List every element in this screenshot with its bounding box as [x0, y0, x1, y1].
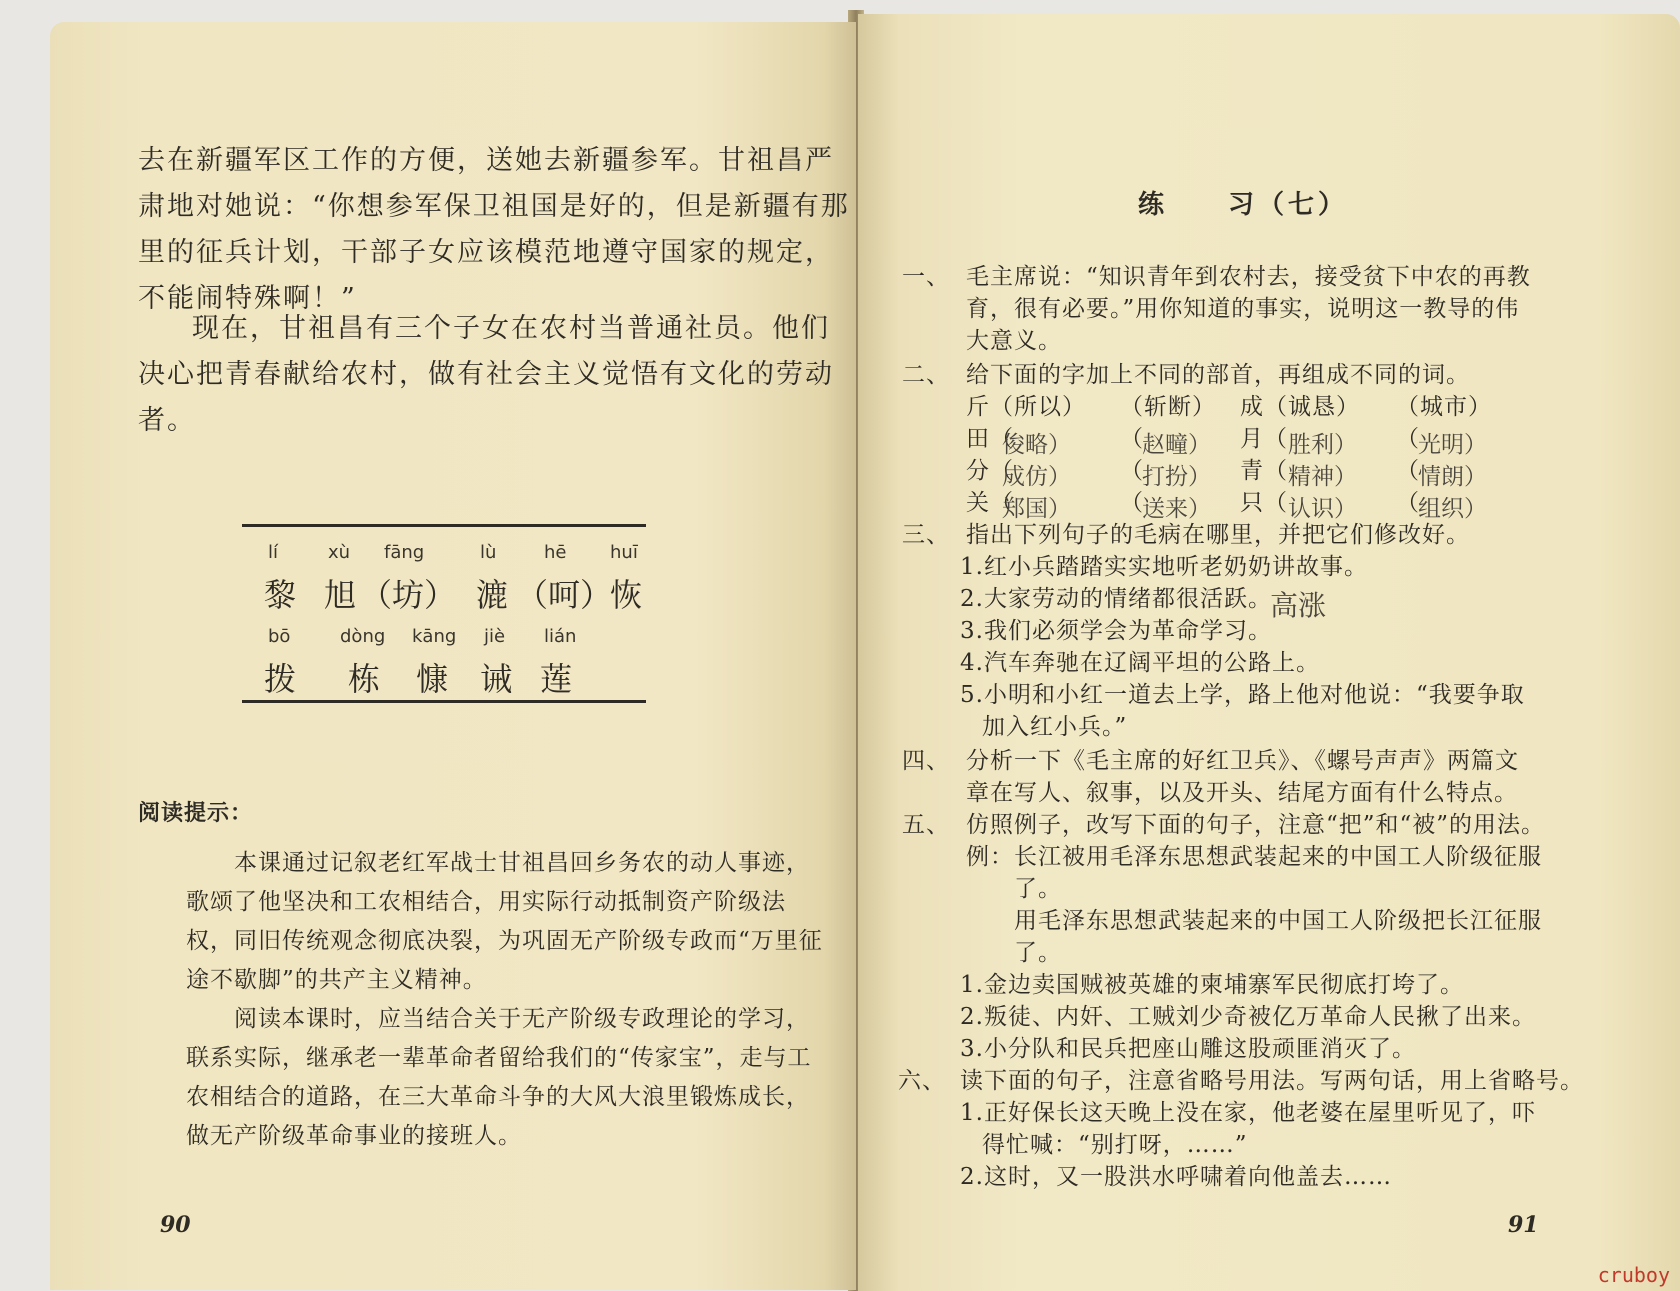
- q2-cell: 关（: [966, 490, 1014, 516]
- q2-cell: 斤（所以）: [966, 394, 1086, 420]
- q5-number: 五、: [902, 812, 950, 838]
- reading-tip-paragraph-1: 本课通过记叙老红军战士甘祖昌回乡务农的动人事迹，歌颂了他坚决和工农相结合，用实际行动抵制资产阶级法权，同旧传统观念彻底决裂，为巩固无产阶级专政而“万里征途不歇脚”的共产主义精神。: [186, 850, 823, 993]
- handwritten-answer: 送来）: [1142, 496, 1211, 522]
- vocab-char: 恢: [610, 576, 643, 614]
- q5-example: 了。: [1014, 940, 1062, 966]
- handwritten-answer: 精神）: [1288, 464, 1357, 490]
- vocab-char: 栋: [348, 660, 381, 698]
- vocab-char: 诫: [480, 660, 513, 698]
- reading-tip-heading: 阅读提示：: [138, 800, 254, 826]
- pinyin: lí: [268, 542, 279, 563]
- reading-tip-paragraph-2: 阅读本课时，应当结合关于无产阶级专政理论的学习，联系实际，继承老一辈革命者留给我们的“传家宝”，走与工农相结合的道路，在三大革命斗争的大风大浪里锻炼成长，做无产阶级革命事业的接班人。: [186, 1006, 812, 1149]
- q6-text: 读下面的句子，注意省略号用法。写两句话，用上省略号。: [960, 1068, 1584, 1094]
- pinyin: dòng: [340, 626, 386, 647]
- handwritten-answer: 成仿）: [1002, 464, 1071, 490]
- q3-item: 加入红小兵。”: [982, 714, 1128, 740]
- handwritten-answer: 组织）: [1418, 496, 1487, 522]
- vocab-char: 黎: [264, 576, 297, 614]
- vocab-char: 旭: [324, 576, 357, 614]
- q3-item: 5.小明和小红一道去上学，路上他对他说：“我要争取: [960, 682, 1525, 708]
- q2-cell: （: [1120, 426, 1144, 452]
- q6-item: 1.正好保长这天晚上没在家，他老婆在屋里听见了，吓: [960, 1100, 1536, 1126]
- pinyin: lù: [480, 542, 497, 563]
- handwritten-answer: 打扮）: [1142, 464, 1211, 490]
- exercise-title: 练 习（七）: [1138, 190, 1349, 220]
- q1-number: 一、: [902, 264, 950, 290]
- q3-item: 2.大家劳动的情绪都很活跃。: [960, 586, 1272, 612]
- q1-line: 育，很有必要。”用你知道的事实，说明这一教导的伟: [966, 296, 1520, 322]
- q1-line: 毛主席说：“知识青年到农村去，接受贫下中农的再教: [966, 264, 1531, 290]
- watermark: cruboy: [1597, 1263, 1670, 1287]
- vocab-char: （坊）: [360, 576, 457, 614]
- q6-number: 六、: [898, 1068, 946, 1094]
- vocab-top-rule: [242, 524, 646, 527]
- q6-item: 2.这时，又一股洪水呼啸着向他盖去……: [960, 1164, 1392, 1190]
- left-paragraph-1: 去在新疆军区工作的方便，送她去新疆参军。甘祖昌严肃地对她说：“你想参军保卫祖国是好的，但是新疆有那里的征兵计划，干部子女应该模范地遵守国家的规定，不能闹特殊啊！”: [138, 145, 850, 314]
- page-number-right: 91: [1508, 1212, 1539, 1238]
- q2-cell: （: [1396, 426, 1420, 452]
- q5-example: 用毛泽东思想武装起来的中国工人阶级把长江征服: [1014, 908, 1542, 934]
- pinyin: huī: [610, 542, 638, 563]
- q4-line: 章在写人、叙事，以及开头、结尾方面有什么特点。: [966, 780, 1518, 806]
- q5-text: 仿照例子，改写下面的句子，注意“把”和“被”的用法。: [966, 812, 1546, 838]
- pinyin: fāng: [384, 542, 425, 563]
- q5-item: 3.小分队和民兵把座山雕这股顽匪消灭了。: [960, 1036, 1416, 1062]
- pinyin: bō: [268, 626, 291, 647]
- vocab-char: 莲: [540, 660, 573, 698]
- q1-line: 大意义。: [966, 328, 1062, 354]
- handwritten-answer: 胜利）: [1288, 432, 1357, 458]
- q2-cell: （城市）: [1396, 394, 1492, 420]
- q5-example: 例：长江被用毛泽东思想武装起来的中国工人阶级征服: [966, 844, 1542, 870]
- pinyin: kāng: [412, 626, 457, 647]
- q2-cell: （: [1396, 458, 1420, 484]
- q2-number: 二、: [902, 362, 950, 388]
- q5-example: 了。: [1014, 876, 1062, 902]
- q4-line: 分析一下《毛主席的好红卫兵》、《螺号声声》两篇文: [966, 748, 1519, 774]
- handwritten-answer: 郑国）: [1002, 496, 1071, 522]
- q2-cell: 只（: [1240, 490, 1288, 516]
- q2-cell: 分（: [966, 458, 1014, 484]
- q2-cell: （: [1396, 490, 1420, 516]
- pinyin: jiè: [484, 626, 506, 647]
- handwritten-answer: 情朗）: [1418, 464, 1487, 490]
- left-paragraph-2: 现在，甘祖昌有三个子女在农村当普通社员。他们决心把青春献给农村，做有社会主义觉悟有文化的劳动者。: [138, 313, 834, 436]
- pinyin: hē: [544, 542, 567, 563]
- q2-cell: 月（: [1240, 426, 1288, 452]
- q3-item: 3.我们必须学会为革命学习。: [960, 618, 1272, 644]
- page-number-left: 90: [160, 1212, 191, 1238]
- q3-item: 4.汽车奔驰在辽阔平坦的公路上。: [960, 650, 1320, 676]
- q5-item: 2.叛徒、内奸、工贼刘少奇被亿万革命人民揪了出来。: [960, 1004, 1536, 1030]
- pinyin: lián: [544, 626, 577, 647]
- handwritten-answer: 光明）: [1418, 432, 1487, 458]
- handwritten-answer: 赵疃）: [1142, 432, 1211, 458]
- q2-cell: （斩断）: [1120, 394, 1216, 420]
- q2-cell: 成（诚恳）: [1240, 394, 1360, 420]
- vocab-bottom-rule: [242, 700, 646, 703]
- pinyin: xù: [328, 542, 351, 563]
- q5-item: 1.金边卖国贼被英雄的柬埔寨军民彻底打垮了。: [960, 972, 1464, 998]
- handwritten-correction: 高涨: [1270, 589, 1327, 622]
- q2-text: 给下面的字加上不同的部首，再组成不同的词。: [966, 362, 1470, 388]
- q2-cell: 青（: [1240, 458, 1288, 484]
- handwritten-answer: 认识）: [1288, 496, 1357, 522]
- vocab-char: 拨: [264, 660, 297, 698]
- q3-text: 指出下列句子的毛病在哪里，并把它们修改好。: [966, 522, 1470, 548]
- vocab-char: （呵）: [516, 576, 613, 614]
- q2-cell: （: [1120, 490, 1144, 516]
- q3-number: 三、: [902, 522, 950, 548]
- right-page: [858, 14, 1680, 1291]
- q2-cell: （: [1120, 458, 1144, 484]
- handwritten-answer: 俊略）: [1002, 432, 1071, 458]
- left-page: [50, 22, 856, 1290]
- vocab-char: 漉: [476, 576, 509, 614]
- q4-number: 四、: [902, 748, 950, 774]
- vocab-char: 慷: [416, 660, 449, 698]
- q3-item: 1.红小兵踏踏实实地听老奶奶讲故事。: [960, 554, 1368, 580]
- q6-item: 得忙喊：“别打呀，……”: [982, 1132, 1248, 1158]
- q2-cell: 田（: [966, 426, 1014, 452]
